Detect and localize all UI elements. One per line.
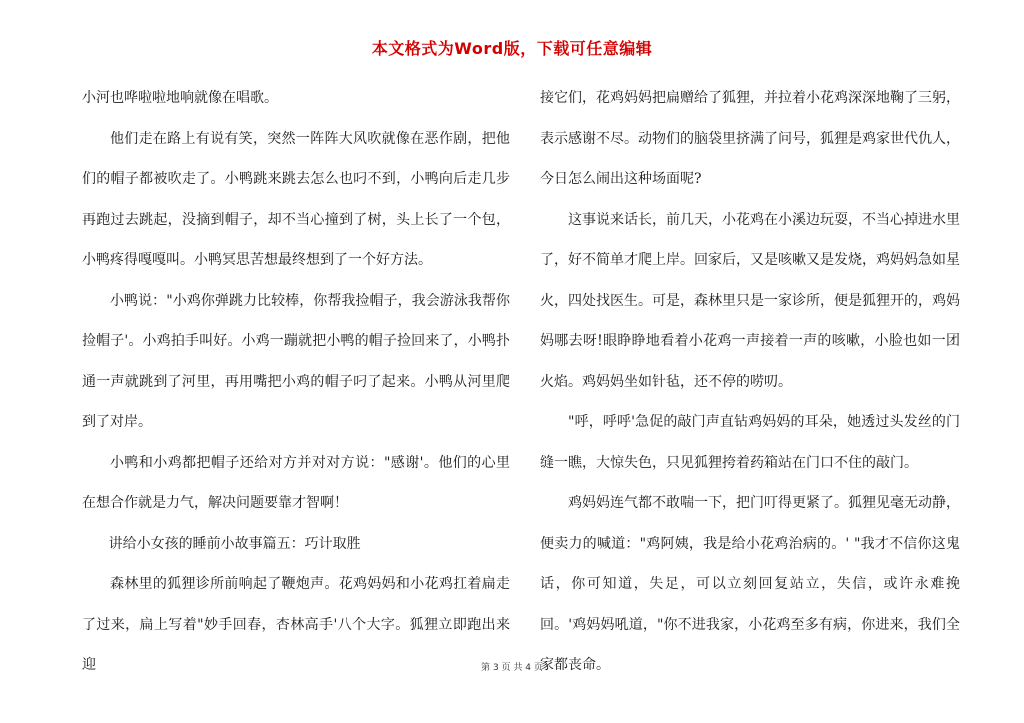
paragraph: 接它们，花鸡妈妈把扁赠给了狐狸，并拉着小花鸡深深地鞠了三躬，表示感谢不尽。动物们的脑袋里挤满了问号，狐狸是鸡家世代仇人，今日怎么闹出这种场面呢? [540, 90, 960, 187]
paragraph: 鸡妈妈连气都不敢喘一下，把门叮得更紧了。狐狸见毫无动静，便卖力的喊道："鸡阿姨，我是给小花鸡治病的。' "我才不信你这鬼话，你可知道，失足，可以立刻回复站立，失信，或许永难挽回。'鸡妈妈吼道，"你不进我家，小花鸡至多有病，你进来，我们全家都丧命。 [540, 495, 960, 673]
page-footer: 第 3 页 共 4 页 [481, 663, 543, 673]
page-banner: 本文格式为Word版，下载可任意编辑 [371, 39, 653, 58]
paragraph: 小鸭和小鸡都把帽子还给对方并对对方说："感谢'。他们的心里在想合作就是力气，解决问题要靠才智啊！ [82, 454, 510, 511]
paragraph: "呼，呼呼'急促的敲门声直钻鸡妈妈的耳朵，她透过头发丝的门缝一瞧，大惊失色，只见狐狸挎着药箱站在门口不住的敲门。 [540, 414, 960, 471]
section-heading: 讲给小女孩的睡前小故事篇五：巧计取胜 [108, 535, 361, 552]
right-column [540, 78, 960, 686]
paragraph: 森林里的狐狸诊所前响起了鞭炮声。花鸡妈妈和小花鸡扛着扁走了过来，扁上写着"妙手回春，杏林高手'八个大字。狐狸立即跑出来迎 [82, 576, 510, 673]
paragraph: 小鸭说："小鸡你弹跳力比较棒，你帮我捡帽子，我会游泳我帮你捡帽子'。小鸡拍手叫好。小鸡一蹦就把小鸭的帽子捡回来了，小鸭扑通一声就跳到了河里，再用嘴把小鸡的帽子叼了起来。小鸭从河里爬到了对岸。 [82, 292, 510, 430]
paragraph: 小河也哗啦啦地响就像在唱歌。 [82, 90, 278, 106]
paragraph: 他们走在路上有说有笑，突然一阵阵大风吹就像在恶作剧，把他们的帽子都被吹走了。小鸭跳来跳去怎么也叼不到，小鸭向后走几步再跑过去跳起，没摘到帽子，却不当心撞到了树，头上长了一个包，小鸭疼得嘎嘎叫。小鸭冥思苦想最终想到了一个好方法。 [82, 130, 510, 268]
left-column [82, 78, 510, 686]
paragraph: 这事说来话长，前几天，小花鸡在小溪边玩耍，不当心掉进水里了，好不简单才爬上岸。回家后，又是咳嗽又是发烧，鸡妈妈急如星火，四处找医生。可是，森林里只是一家诊所，便是狐狸开的，鸡妈妈哪去呀!眼睁睁地看着小花鸡一声接着一声的咳嗽，小脸也如一团火焰。鸡妈妈坐如针毡，还不停的唠叨。 [540, 211, 960, 390]
